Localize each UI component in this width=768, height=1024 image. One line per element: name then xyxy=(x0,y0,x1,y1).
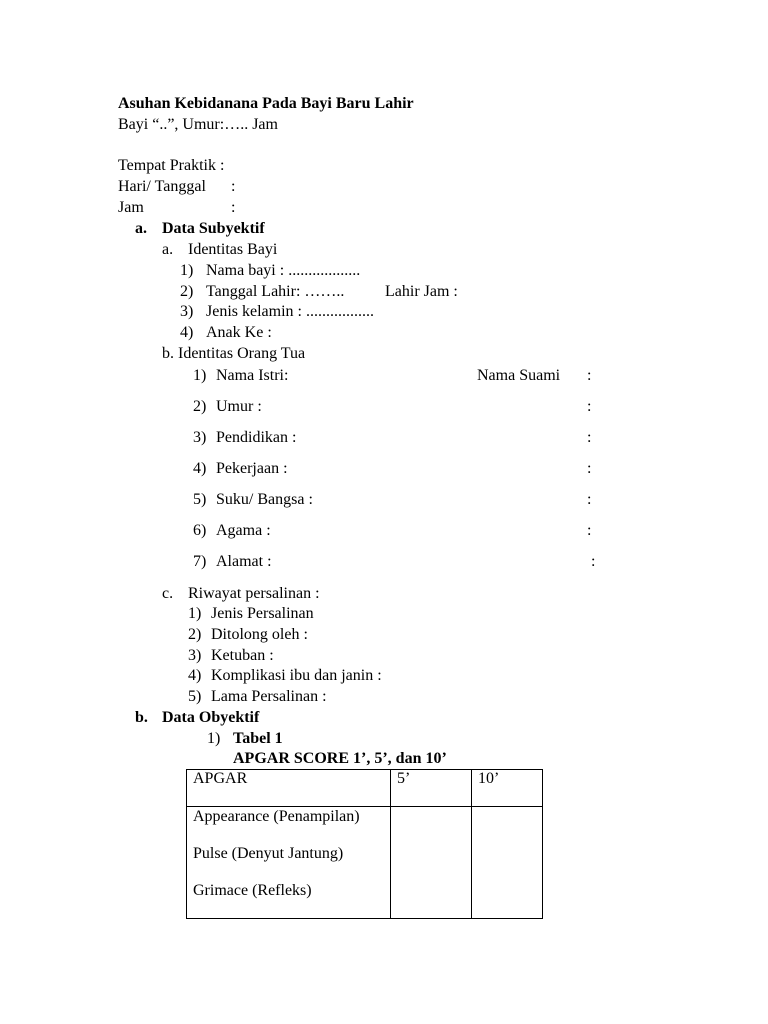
riwayat-marker: c. xyxy=(162,585,174,602)
ditolong-oleh-field: Ditolong oleh : xyxy=(211,626,308,643)
identitas-orang-tua-title: b. Identitas Orang Tua xyxy=(162,345,306,362)
pendidikan-field: Pendidikan : xyxy=(216,429,297,446)
hari-tanggal-colon: : xyxy=(231,178,236,195)
grimace-criterion: Grimace (Refleks) xyxy=(193,882,312,899)
list-item-num: 3) xyxy=(193,429,207,446)
document-title: Asuhan Kebidanana Pada Bayi Baru Lahir xyxy=(118,95,414,112)
ketuban-field: Ketuban : xyxy=(211,647,274,664)
list-item-num: 1) xyxy=(193,367,207,384)
list-item-num: 4) xyxy=(193,460,207,477)
lahir-jam-field: Lahir Jam : xyxy=(385,283,458,300)
pulse-criterion: Pulse (Denyut Jantung) xyxy=(193,845,344,862)
apgar-table xyxy=(186,769,543,919)
section-a-marker: a. xyxy=(135,220,147,237)
jenis-kelamin-field: Jenis kelamin : ................. xyxy=(206,303,374,320)
identitas-bayi-marker: a. xyxy=(162,241,174,258)
komplikasi-field: Komplikasi ibu dan janin : xyxy=(211,667,382,684)
tabel-num: 1) xyxy=(207,730,221,747)
tanggal-lahir-field: Tanggal Lahir: …….. xyxy=(206,283,345,300)
suami-colon: : xyxy=(587,522,592,539)
list-item-num: 3) xyxy=(188,647,202,664)
tabel-title: APGAR SCORE 1’, 5’, dan 10’ xyxy=(233,750,447,767)
tabel-label: Tabel 1 xyxy=(233,730,283,747)
list-item-num: 2) xyxy=(188,626,202,643)
alamat-field: Alamat : xyxy=(216,553,272,570)
list-item-num: 1) xyxy=(180,262,194,279)
document-subtitle: Bayi “..”, Umur:….. Jam xyxy=(118,116,278,133)
lama-persalinan-field: Lama Persalinan : xyxy=(211,688,327,705)
umur-field: Umur : xyxy=(216,398,262,415)
suami-colon: : xyxy=(587,460,592,477)
list-item-num: 2) xyxy=(193,398,207,415)
suku-bangsa-field: Suku/ Bangsa : xyxy=(216,491,313,508)
section-b-title: Data Obyektif xyxy=(162,709,260,726)
nama-bayi-field: Nama bayi : .................. xyxy=(206,262,361,279)
list-item-num: 6) xyxy=(193,522,207,539)
nama-suami-label: Nama Suami xyxy=(477,367,561,384)
jam-label: Jam xyxy=(118,199,144,216)
appearance-criterion: Appearance (Penampilan) xyxy=(193,808,360,825)
riwayat-title: Riwayat persalinan : xyxy=(188,585,320,602)
suami-colon: : xyxy=(587,491,592,508)
agama-field: Agama : xyxy=(216,522,271,539)
jam-colon: : xyxy=(231,199,236,216)
table-row xyxy=(187,807,543,919)
section-b-marker: b. xyxy=(135,709,148,726)
five-min-header: 5’ xyxy=(391,770,472,807)
anak-ke-field: Anak Ke : xyxy=(206,324,272,341)
list-item-num: 3) xyxy=(180,303,194,320)
five-min-score-cell[interactable] xyxy=(391,807,472,919)
list-item-num: 7) xyxy=(193,553,207,570)
table-header-row xyxy=(187,770,543,807)
list-item-num: 5) xyxy=(188,688,202,705)
suami-colon: : xyxy=(587,367,592,384)
section-a-title: Data Subyektif xyxy=(162,220,265,237)
identitas-bayi-title: Identitas Bayi xyxy=(188,241,278,258)
hari-tanggal-label: Hari/ Tanggal xyxy=(118,178,206,195)
suami-colon: : xyxy=(587,429,592,446)
nama-istri-field: Nama Istri: xyxy=(216,367,289,384)
criteria-cell xyxy=(187,807,391,919)
ten-min-score-cell[interactable] xyxy=(472,807,543,919)
list-item-num: 1) xyxy=(188,605,202,622)
suami-colon: : xyxy=(591,553,596,570)
list-item-num: 4) xyxy=(188,667,202,684)
apgar-header: APGAR xyxy=(187,770,391,807)
suami-colon: : xyxy=(587,398,592,415)
list-item-num: 4) xyxy=(180,324,194,341)
list-item-num: 2) xyxy=(180,283,194,300)
jenis-persalinan-field: Jenis Persalinan xyxy=(211,605,314,622)
list-item-num: 5) xyxy=(193,491,207,508)
tempat-praktik-label: Tempat Praktik : xyxy=(118,157,225,174)
pekerjaan-field: Pekerjaan : xyxy=(216,460,288,477)
ten-min-header: 10’ xyxy=(472,770,543,807)
